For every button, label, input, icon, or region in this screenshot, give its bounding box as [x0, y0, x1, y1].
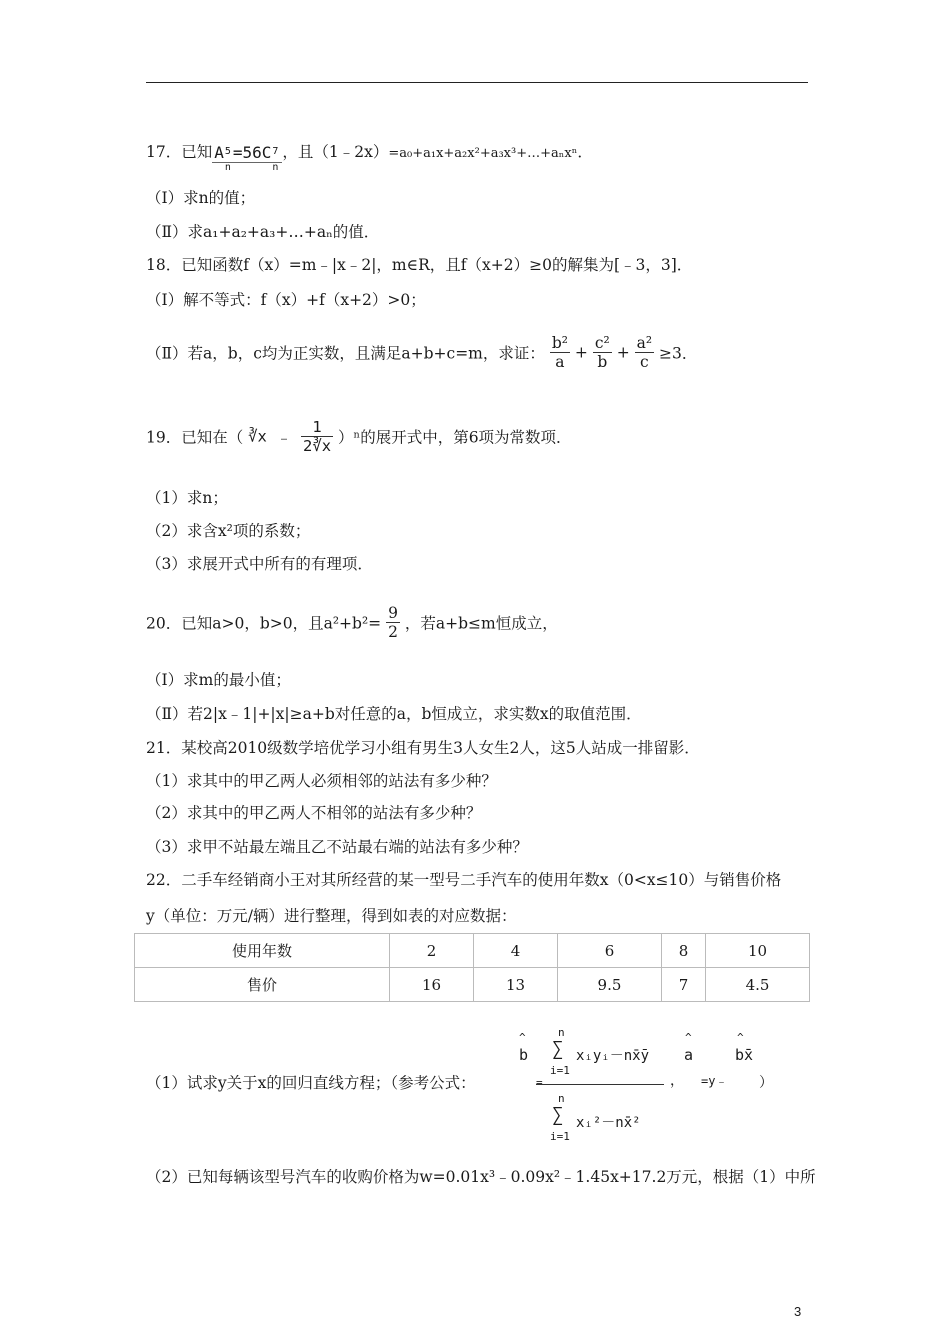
q17-mid: ，且（1﹣2x）	[282, 143, 389, 161]
q20-part-1: （Ⅰ）求m的最小值；	[146, 671, 291, 689]
q17-prefix: 17．已知	[146, 143, 213, 161]
q21-part-1: （1）求其中的甲乙两人必须相邻的站法有多少种？	[146, 772, 497, 790]
q19-part-2: （2）求含x²项的系数；	[146, 522, 311, 540]
question-22: 22．二手车经销商小王对其所经营的某一型号二手汽车的使用年数x（0<x≤10）与销售价格	[146, 871, 782, 889]
question-21: 21．某校高2010级数学培优学习小组有男生3人女生2人，这5人站成一排留影．	[146, 739, 700, 757]
q18-part-2: （Ⅱ）若a，b，c均为正实数，且满足a+b+c=m，求证： $\frac{\text{b²}}{a}$ + $\frac{\text{c²}}{b}$ + $\frac{\text{a²}}{c}$ ≥3．	[146, 334, 698, 371]
question-18: 18．已知函数f（x）=m﹣|x﹣2|，m∈R，且f（x+2）≥0的解集为[﹣3，3]．	[146, 256, 693, 274]
q17-expansion: =a₀+a₁x+a₂x²+a₃x³+…+aₙxⁿ	[388, 146, 578, 161]
question-17: 17．已知 A 5 n =56C 7 n ，且（1﹣2x）=a₀+a₁x+a₂x²+a₃x³+…+aₙxⁿ．	[146, 143, 593, 173]
fraction-a2-over-c: $\frac{\text{a²}}{c}$	[636, 334, 653, 371]
regression-formula-image: ^ b = n ∑ i=1 xᵢyᵢ－nx̄ȳ n ∑ i=1 xᵢ²－nx̄² ， ^ a =y﹣ ^ bx̄ ）	[519, 1026, 773, 1143]
question-20: 20．已知a>0，b>0，且a²+b²= $\frac{9}{2}$ ，若a+b≤m恒成立，	[146, 604, 558, 641]
q22-part-2: （2）已知每辆该型号汽车的收购价格为w=0.01x³﹣0.09x²﹣1.45x+17.2万元，根据（1）中所	[146, 1168, 816, 1186]
q20-part-2: （Ⅱ）若2|x﹣1|+|x|≥a+b对任意的a，b恒成立，求实数x的取值范围．	[146, 705, 642, 723]
q17-part-2: （Ⅱ）求a₁+a₂+a₃+…+aₙ的值．	[146, 223, 380, 241]
fraction-9-over-2: $\frac{9}{2}$	[388, 604, 398, 641]
header-rule	[146, 82, 808, 83]
fraction-b2-over-a: $\frac{\text{b²}}{a}$	[551, 334, 568, 371]
question-22-cont: y（单位：万元/辆）进行整理，得到如表的对应数据：	[146, 907, 517, 925]
q19-part-3: （3）求展开式中所有的有理项．	[146, 555, 373, 573]
table-row: 售价 16 13 9.5 7 4.5	[135, 968, 810, 1002]
fraction-c2-over-b: $\frac{\text{c²}}{b}$	[594, 334, 610, 371]
q17-formula-image: A 5 n =56C 7 n	[212, 143, 282, 163]
q22-part-1: （1）试求y关于x的回归直线方程；（参考公式：	[146, 1074, 476, 1092]
question-19: 19．已知在（ ∛x ﹣ $\frac{1}{2∛x}$ ）ⁿ的展开式中，第6项为常数项．	[146, 418, 572, 455]
q17-part-1: （Ⅰ）求n的值；	[146, 189, 256, 207]
q21-part-2: （2）求其中的甲乙两人不相邻的站法有多少种？	[146, 804, 482, 822]
table-row: 使用年数 2 4 6 8 10	[135, 934, 810, 968]
q19-part-1: （1）求n；	[146, 489, 228, 507]
q18-part-1: （Ⅰ）解不等式：f（x）+f（x+2）>0；	[146, 291, 426, 309]
q19-formula-image: ∛x ﹣ $\frac{1}{2∛x}$	[248, 418, 332, 455]
page-number: 3	[794, 1304, 802, 1319]
data-table	[134, 933, 810, 1002]
q21-part-3: （3）求甲不站最左端且乙不站最右端的站法有多少种？	[146, 838, 528, 856]
